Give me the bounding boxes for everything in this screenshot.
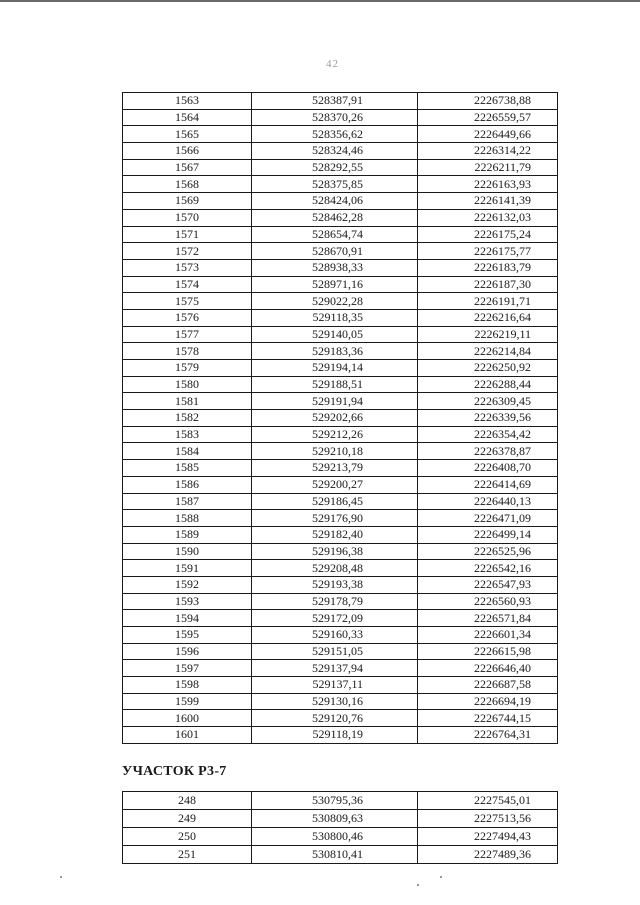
x-coordinate-cell: 529118,35	[252, 309, 418, 326]
x-coordinate-cell: 529140,05	[252, 326, 418, 343]
x-coordinate-cell: 528370,26	[252, 109, 418, 126]
point-number-cell: 251	[123, 846, 252, 864]
point-number-cell: 1581	[123, 393, 252, 410]
x-coordinate-cell: 529183,36	[252, 343, 418, 360]
y-coordinate-cell: 2226216,64	[418, 309, 558, 326]
y-coordinate-cell: 2226354,42	[418, 426, 558, 443]
y-coordinate-cell: 2226175,24	[418, 226, 558, 243]
x-coordinate-cell: 529118,19	[252, 727, 418, 744]
y-coordinate-cell: 2227513,56	[418, 810, 558, 828]
point-number-cell: 1572	[123, 243, 252, 260]
y-coordinate-cell: 2226615,98	[418, 643, 558, 660]
x-coordinate-cell: 529120,76	[252, 710, 418, 727]
coordinates-table	[122, 92, 558, 744]
x-coordinate-cell: 529186,45	[252, 493, 418, 510]
table-row	[123, 510, 558, 527]
point-number-cell: 1593	[123, 593, 252, 610]
y-coordinate-cell: 2227545,01	[418, 792, 558, 810]
x-coordinate-cell: 529178,79	[252, 593, 418, 610]
y-coordinate-cell: 2226764,31	[418, 727, 558, 744]
y-coordinate-cell: 2226471,09	[418, 510, 558, 527]
x-coordinate-cell: 528971,16	[252, 276, 418, 293]
scan-speck	[60, 876, 62, 878]
x-coordinate-cell: 529137,94	[252, 660, 418, 677]
point-number-cell: 1565	[123, 126, 252, 143]
point-number-cell: 1596	[123, 643, 252, 660]
point-number-cell: 1594	[123, 610, 252, 627]
table-row	[123, 326, 558, 343]
point-number-cell: 1580	[123, 376, 252, 393]
y-coordinate-cell: 2226314,22	[418, 143, 558, 160]
point-number-cell: 1597	[123, 660, 252, 677]
point-number-cell: 1595	[123, 627, 252, 644]
point-number-cell: 1575	[123, 293, 252, 310]
point-number-cell: 1577	[123, 326, 252, 343]
y-coordinate-cell: 2226560,93	[418, 593, 558, 610]
point-number-cell: 1571	[123, 226, 252, 243]
table-row	[123, 526, 558, 543]
table-row	[123, 677, 558, 694]
x-coordinate-cell: 529202,66	[252, 410, 418, 427]
point-number-cell: 1588	[123, 510, 252, 527]
table-row	[123, 176, 558, 193]
table-row	[123, 360, 558, 377]
table-row	[123, 828, 558, 846]
point-number-cell: 1587	[123, 493, 252, 510]
x-coordinate-cell: 529213,79	[252, 460, 418, 477]
point-number-cell: 1566	[123, 143, 252, 160]
x-coordinate-cell: 529212,26	[252, 426, 418, 443]
page-number: 42	[326, 58, 339, 70]
table-row	[123, 727, 558, 744]
x-coordinate-cell: 530795,36	[252, 792, 418, 810]
table-row	[123, 460, 558, 477]
table-row	[123, 693, 558, 710]
point-number-cell: 1601	[123, 727, 252, 744]
table-row	[123, 159, 558, 176]
y-coordinate-cell: 2226542,16	[418, 560, 558, 577]
y-coordinate-cell: 2226414,69	[418, 476, 558, 493]
table-row	[123, 109, 558, 126]
point-number-cell: 250	[123, 828, 252, 846]
x-coordinate-cell: 528670,91	[252, 243, 418, 260]
point-number-cell: 1590	[123, 543, 252, 560]
table-row	[123, 93, 558, 110]
x-coordinate-cell: 528424,06	[252, 193, 418, 210]
y-coordinate-cell: 2226687,58	[418, 677, 558, 694]
scan-speck	[417, 884, 419, 886]
y-coordinate-cell: 2226163,93	[418, 176, 558, 193]
y-coordinate-cell: 2226175,77	[418, 243, 558, 260]
point-number-cell: 1568	[123, 176, 252, 193]
point-number-cell: 1570	[123, 209, 252, 226]
table-row	[123, 376, 558, 393]
x-coordinate-cell: 528356,62	[252, 126, 418, 143]
x-coordinate-cell: 528375,85	[252, 176, 418, 193]
table-row	[123, 193, 558, 210]
point-number-cell: 1599	[123, 693, 252, 710]
y-coordinate-cell: 2226559,57	[418, 109, 558, 126]
point-number-cell: 1591	[123, 560, 252, 577]
x-coordinate-cell: 529191,94	[252, 393, 418, 410]
x-coordinate-cell: 529172,09	[252, 610, 418, 627]
table-row	[123, 643, 558, 660]
y-coordinate-cell: 2226219,11	[418, 326, 558, 343]
table-row	[123, 710, 558, 727]
x-coordinate-cell: 528292,55	[252, 159, 418, 176]
table-row	[123, 560, 558, 577]
point-number-cell: 1579	[123, 360, 252, 377]
table-row	[123, 309, 558, 326]
x-coordinate-cell: 530800,46	[252, 828, 418, 846]
table-row	[123, 627, 558, 644]
y-coordinate-cell: 2226191,71	[418, 293, 558, 310]
scan-top-edge	[0, 0, 640, 2]
y-coordinate-cell: 2226250,92	[418, 360, 558, 377]
y-coordinate-cell: 2226646,40	[418, 660, 558, 677]
table-row	[123, 143, 558, 160]
x-coordinate-cell: 529176,90	[252, 510, 418, 527]
x-coordinate-cell: 529196,38	[252, 543, 418, 560]
x-coordinate-cell: 529130,16	[252, 693, 418, 710]
point-number-cell: 1567	[123, 159, 252, 176]
x-coordinate-cell: 529137,11	[252, 677, 418, 694]
point-number-cell: 249	[123, 810, 252, 828]
table-row	[123, 393, 558, 410]
y-coordinate-cell: 2226744,15	[418, 710, 558, 727]
x-coordinate-cell: 529022,28	[252, 293, 418, 310]
x-coordinate-cell: 529210,18	[252, 443, 418, 460]
section-title: УЧАСТОК Р3-7	[122, 764, 227, 779]
x-coordinate-cell: 529194,14	[252, 360, 418, 377]
table-row	[123, 293, 558, 310]
point-number-cell: 1564	[123, 109, 252, 126]
x-coordinate-cell: 529151,05	[252, 643, 418, 660]
point-number-cell: 1574	[123, 276, 252, 293]
y-coordinate-cell: 2226525,96	[418, 543, 558, 560]
table-row	[123, 476, 558, 493]
table-row	[123, 126, 558, 143]
table-row	[123, 209, 558, 226]
point-number-cell: 1569	[123, 193, 252, 210]
x-coordinate-cell: 530809,63	[252, 810, 418, 828]
y-coordinate-cell: 2226378,87	[418, 443, 558, 460]
x-coordinate-cell: 529188,51	[252, 376, 418, 393]
y-coordinate-cell: 2227489,36	[418, 846, 558, 864]
y-coordinate-cell: 2226499,14	[418, 526, 558, 543]
x-coordinate-cell: 529208,48	[252, 560, 418, 577]
point-number-cell: 1585	[123, 460, 252, 477]
y-coordinate-cell: 2226547,93	[418, 576, 558, 593]
table-row	[123, 259, 558, 276]
point-number-cell: 1598	[123, 677, 252, 694]
y-coordinate-cell: 2226288,44	[418, 376, 558, 393]
y-coordinate-cell: 2226141,39	[418, 193, 558, 210]
point-number-cell: 1563	[123, 93, 252, 110]
table-row	[123, 343, 558, 360]
point-number-cell: 1582	[123, 410, 252, 427]
point-number-cell: 1578	[123, 343, 252, 360]
y-coordinate-cell: 2226571,84	[418, 610, 558, 627]
table-row	[123, 426, 558, 443]
x-coordinate-cell: 528654,74	[252, 226, 418, 243]
y-coordinate-cell: 2226440,13	[418, 493, 558, 510]
y-coordinate-cell: 2226132,03	[418, 209, 558, 226]
y-coordinate-cell: 2226694,19	[418, 693, 558, 710]
x-coordinate-cell: 530810,41	[252, 846, 418, 864]
x-coordinate-cell: 529160,33	[252, 627, 418, 644]
table-row	[123, 543, 558, 560]
point-number-cell: 1573	[123, 259, 252, 276]
section-coordinates-table	[122, 791, 558, 864]
table-row	[123, 610, 558, 627]
y-coordinate-cell: 2226738,88	[418, 93, 558, 110]
y-coordinate-cell: 2227494,43	[418, 828, 558, 846]
point-number-cell: 1589	[123, 526, 252, 543]
y-coordinate-cell: 2226187,30	[418, 276, 558, 293]
point-number-cell: 1586	[123, 476, 252, 493]
table-row	[123, 410, 558, 427]
table-row	[123, 243, 558, 260]
y-coordinate-cell: 2226214,84	[418, 343, 558, 360]
x-coordinate-cell: 528938,33	[252, 259, 418, 276]
table-row	[123, 593, 558, 610]
x-coordinate-cell: 528324,46	[252, 143, 418, 160]
table-row	[123, 443, 558, 460]
x-coordinate-cell: 528387,91	[252, 93, 418, 110]
x-coordinate-cell: 529193,38	[252, 576, 418, 593]
x-coordinate-cell: 529200,27	[252, 476, 418, 493]
table-row	[123, 846, 558, 864]
table-row	[123, 493, 558, 510]
y-coordinate-cell: 2226211,79	[418, 159, 558, 176]
point-number-cell: 1584	[123, 443, 252, 460]
y-coordinate-cell: 2226408,70	[418, 460, 558, 477]
y-coordinate-cell: 2226339,56	[418, 410, 558, 427]
table-row	[123, 576, 558, 593]
point-number-cell: 1600	[123, 710, 252, 727]
y-coordinate-cell: 2226309,45	[418, 393, 558, 410]
point-number-cell: 1583	[123, 426, 252, 443]
table-row	[123, 792, 558, 810]
table-row	[123, 226, 558, 243]
x-coordinate-cell: 528462,28	[252, 209, 418, 226]
table-row	[123, 660, 558, 677]
point-number-cell: 1592	[123, 576, 252, 593]
y-coordinate-cell: 2226601,34	[418, 627, 558, 644]
scan-speck	[440, 876, 442, 878]
table-row	[123, 276, 558, 293]
table-row	[123, 810, 558, 828]
x-coordinate-cell: 529182,40	[252, 526, 418, 543]
y-coordinate-cell: 2226183,79	[418, 259, 558, 276]
point-number-cell: 248	[123, 792, 252, 810]
point-number-cell: 1576	[123, 309, 252, 326]
y-coordinate-cell: 2226449,66	[418, 126, 558, 143]
